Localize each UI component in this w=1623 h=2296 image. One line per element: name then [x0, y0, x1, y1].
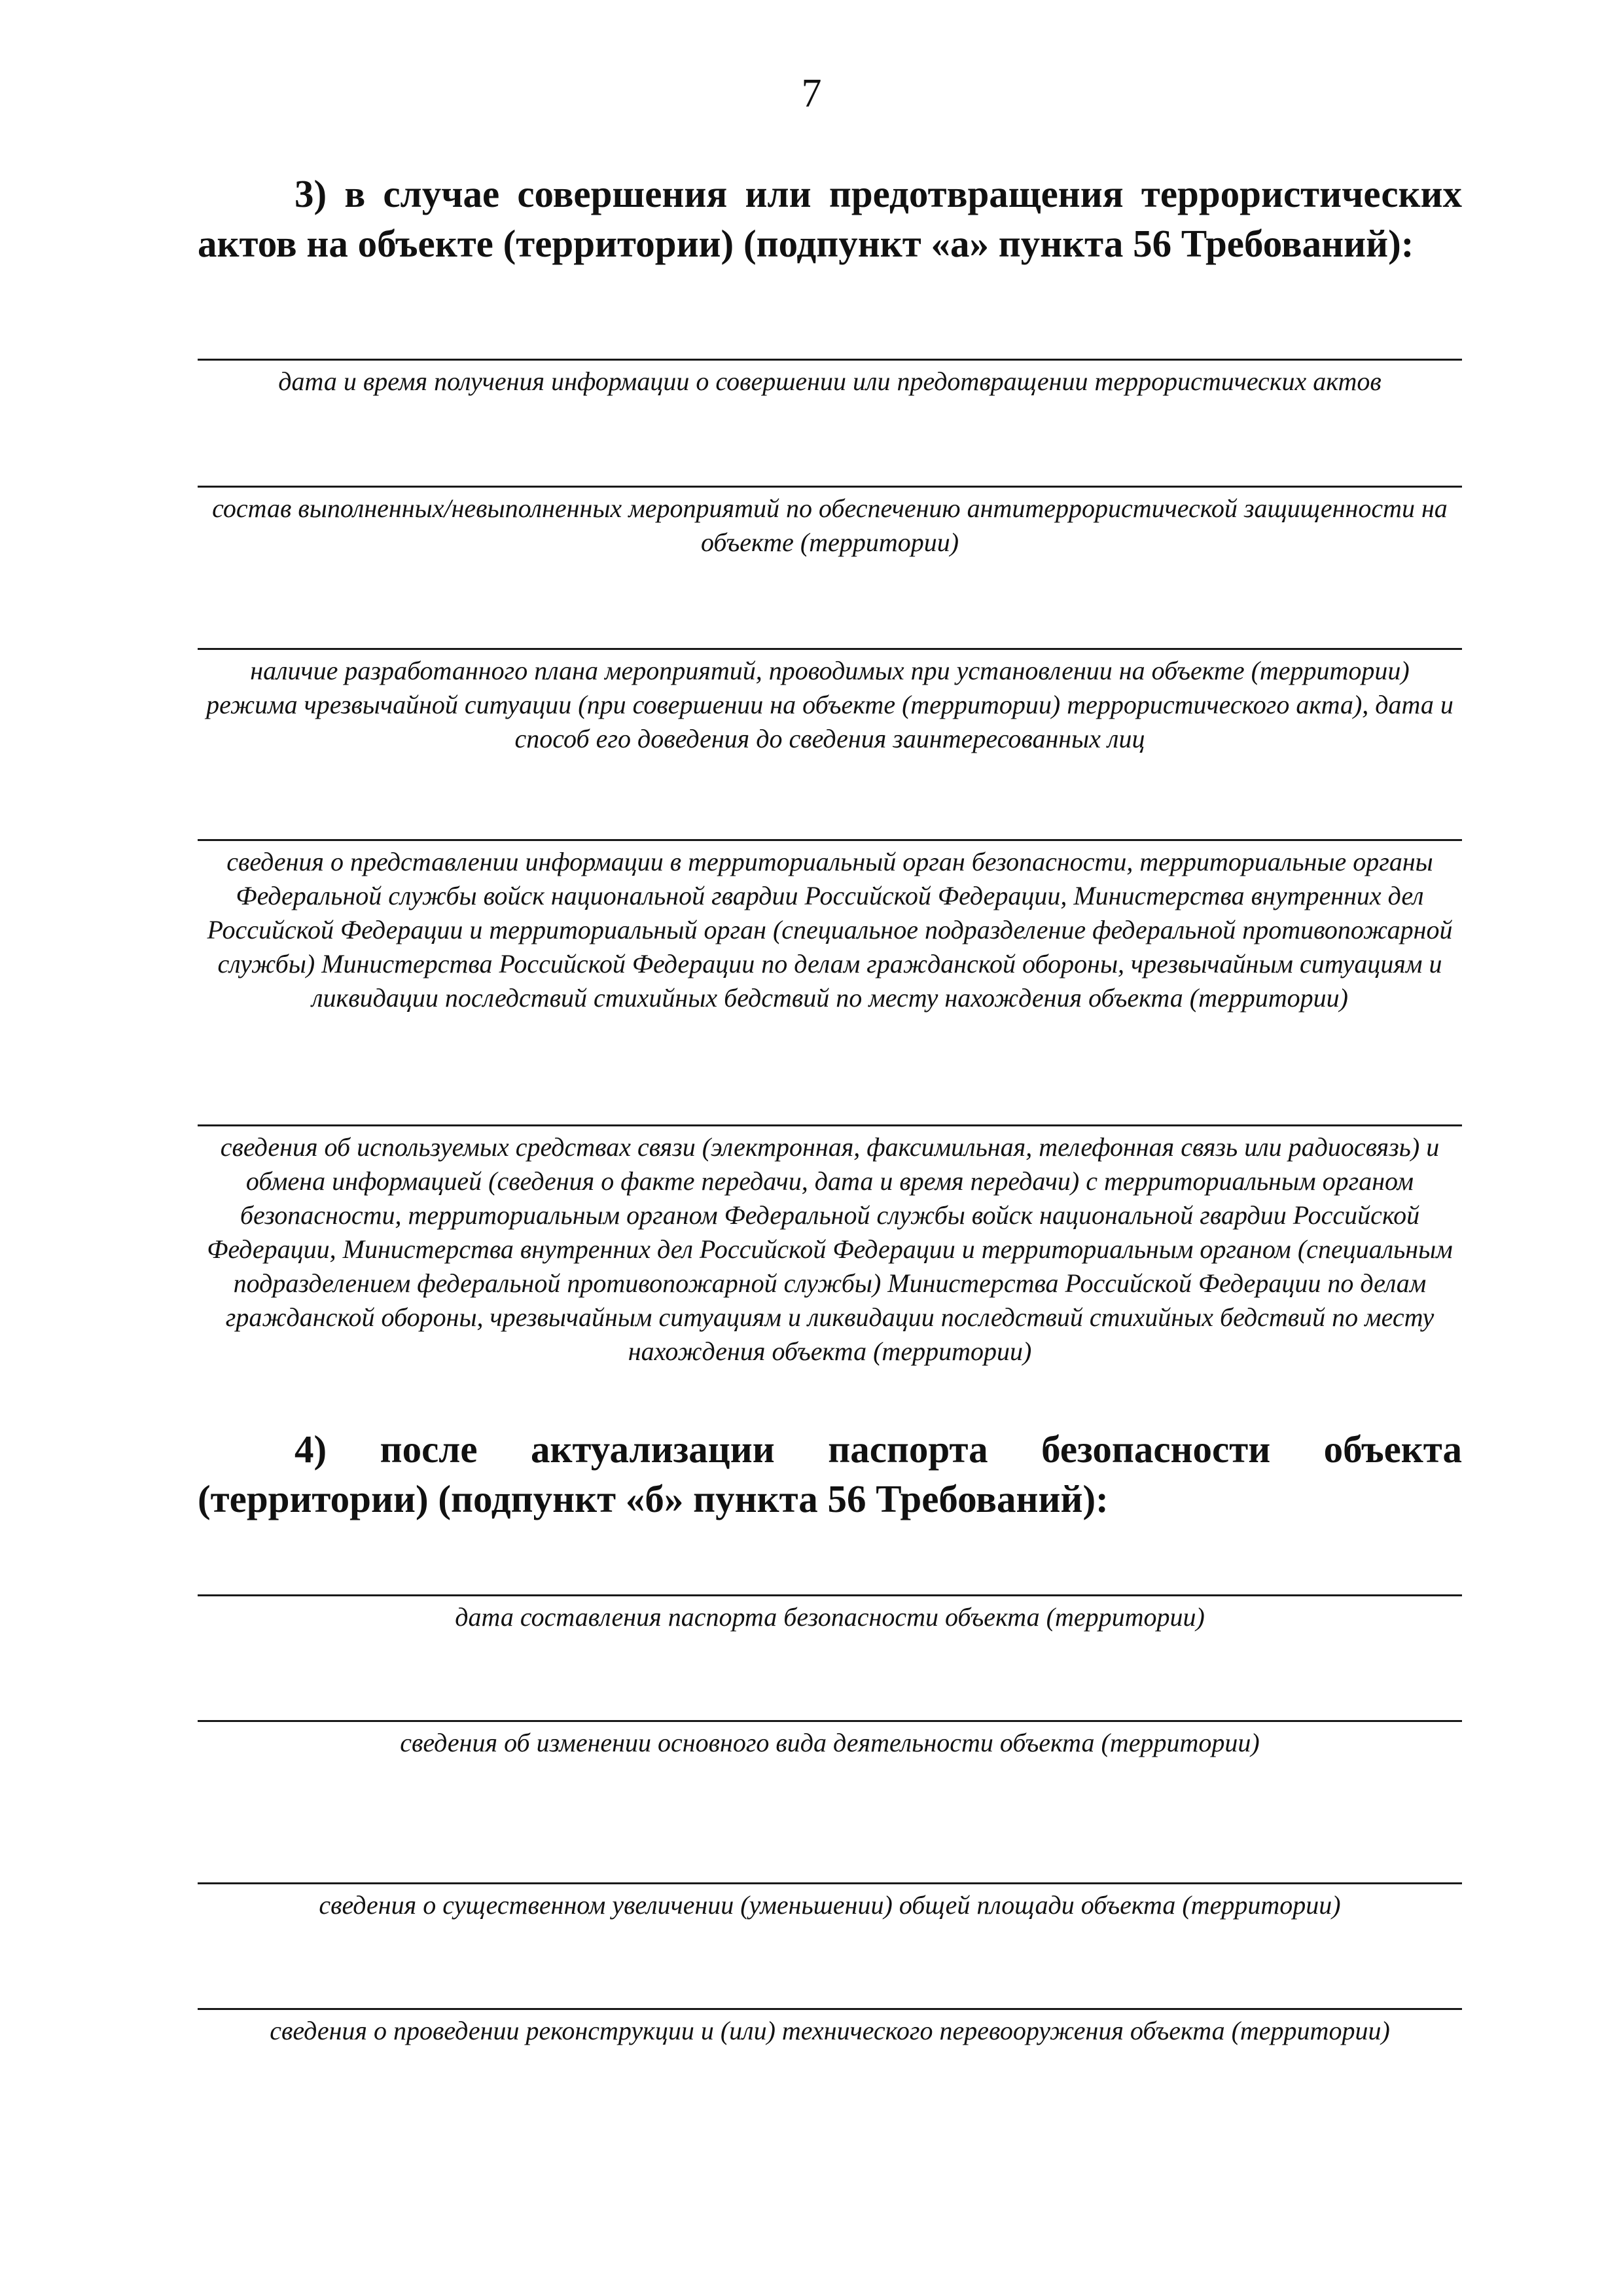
field-caption: дата и время получения информации о совершении или предотвращении террористических актов: [278, 367, 1382, 396]
fill-in-line[interactable]: [198, 1124, 1462, 1126]
field-reconstruction: [198, 2008, 1462, 2048]
field-caption: наличие разработанного плана мероприятий, проводимых при установлении на объекте (территории) режима чрезвычайной ситуации (при совершении на объекте (территории) террористического акта), дата и способ его доведения до сведения заинтересованных лиц: [206, 656, 1454, 753]
field-caption: сведения о существенном увеличении (уменьшении) общей площади объекта (территории): [319, 1890, 1341, 1920]
fill-in-line[interactable]: [198, 1720, 1462, 1722]
fill-in-line[interactable]: [198, 1594, 1462, 1596]
field-measures-status: [198, 486, 1462, 560]
fill-in-line[interactable]: [198, 1882, 1462, 1884]
fill-in-line[interactable]: [198, 839, 1462, 841]
section-3-heading: 3) в случае совершения или предотвращения террористических актов на объекте (территории) (подпункт «а» пункта 56 Требований):: [198, 172, 1462, 265]
field-emergency-plan: [198, 648, 1462, 756]
fill-in-line[interactable]: [198, 359, 1462, 361]
page-number: 7: [801, 71, 822, 116]
field-caption: сведения о представлении информации в территориальный орган безопасности, территориальные органы Федеральной службы войск национальной гвардии Российской Федерации, Министерства внутренних дел Российской Федерации и территориальный орган (специальное подразделение федеральной противопожарной службы) Министерства Российской Федерации по делам гражданской обороны, чрезвычайным ситуациям и ликвидации последствий стихийных бедствий по месту нахождения объекта (территории): [207, 847, 1453, 1013]
section-4-heading: 4) после актуализации паспорта безопасности объекта (территории) (подпункт «б» пункта 56 Требований):: [198, 1427, 1462, 1520]
field-caption: сведения об используемых средствах связи (электронная, факсимильная, телефонная связь или радиосвязь) и обмена информацией (сведения о факте передачи, дата и время передачи) с территориальным органом безопасности, территориальным органом Федеральной службы войск национальной гвардии Российской Федерации, Министерства внутренних дел Российской Федерации и территориальным органом (специальным подразделением федеральной противопожарной службы) Министерства Российской Федерации по делам гражданской обороны, чрезвычайным ситуациям и ликвидации последствий стихийных бедствий по месту нахождения объекта (территории): [207, 1132, 1453, 1366]
field-area-change: [198, 1882, 1462, 1922]
field-caption: сведения об изменении основного вида деятельности объекта (территории): [400, 1728, 1260, 1757]
fill-in-line[interactable]: [198, 2008, 1462, 2010]
field-activity-change: [198, 1720, 1462, 1760]
field-caption: состав выполненных/невыполненных мероприятий по обеспечению антитеррористической защищенности на объекте (территории): [212, 493, 1448, 557]
field-passport-date: [198, 1594, 1462, 1634]
field-caption: сведения о проведении реконструкции и (или) технического перевооружения объекта (территории): [270, 2016, 1390, 2045]
fill-in-line[interactable]: [198, 486, 1462, 488]
field-caption: дата составления паспорта безопасности объекта (территории): [455, 1602, 1205, 1632]
fill-in-line[interactable]: [198, 648, 1462, 650]
field-info-submission: [198, 839, 1462, 1015]
field-communication-means: [198, 1124, 1462, 1369]
field-info-received-datetime: [198, 359, 1462, 399]
